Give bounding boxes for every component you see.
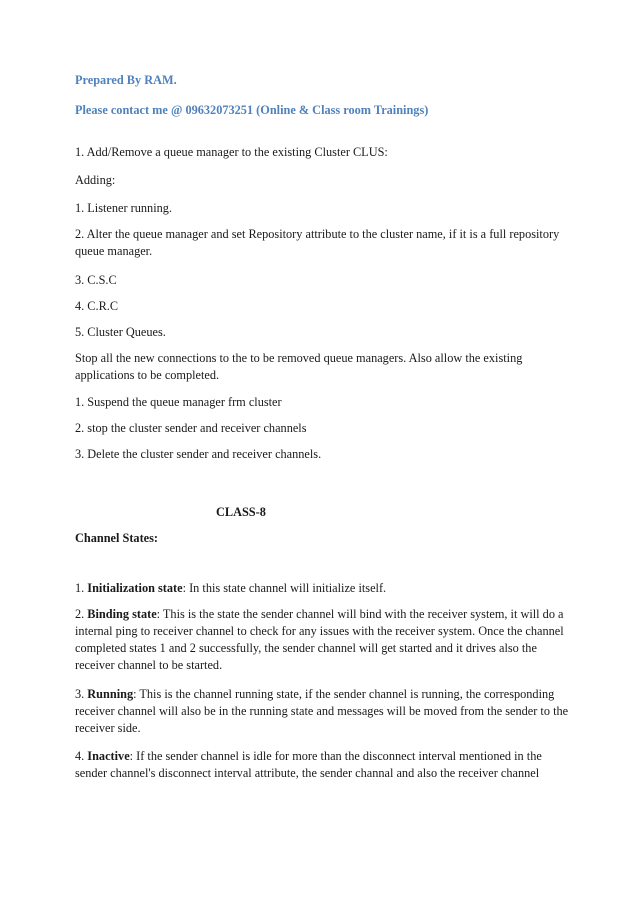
adding-step: 3. C.S.C: [75, 273, 117, 287]
state-description: : This is the channel running state, if the sender channel is running, the corresponding receiver channel will also be in the running state and messages will be moved from the sender to the receiver side.: [75, 687, 569, 735]
channel-state-item: [75, 686, 570, 737]
state-term: Initialization state: [87, 581, 183, 595]
state-description: : This is the state the sender channel will bind with the receiver system, it will do a internal ping to receiver channel to check for any issues with the receiver system. Once the channel completed states 1 and 2 successfully, the sender channel will get started and it drives also the receiver channel to be started.: [75, 607, 564, 672]
channel-state-item: [75, 606, 570, 674]
channel-states-heading: Channel States:: [75, 531, 159, 545]
contact-line: Please contact me @ 09632073251 (Online & Class room Trainings): [75, 103, 429, 117]
state-term: Binding state: [87, 607, 157, 621]
adding-step: 1. Listener running.: [75, 201, 172, 215]
channel-state-item: [75, 580, 570, 597]
state-number: 2.: [75, 607, 88, 621]
removing-intro: Stop all the new connections to the to be removed queue managers. Also allow the existing applications to be completed.: [75, 351, 523, 382]
state-number: 4.: [75, 749, 88, 763]
adding-step: 2. Alter the queue manager and set Repository attribute to the cluster name, if it is a full repository queue manager.: [75, 227, 560, 258]
adding-label: Adding:: [75, 173, 116, 187]
channel-state-item: [75, 748, 570, 782]
removing-step: 1. Suspend the queue manager frm cluster: [75, 395, 282, 409]
class-heading: CLASS-8: [216, 505, 266, 519]
state-number: 3.: [75, 687, 88, 701]
state-term: Inactive: [87, 749, 130, 763]
state-description: : If the sender channel is idle for more than the disconnect interval mentioned in the sender channel's disconnect interval attribute, the sender channal and also the receiver channel: [75, 749, 542, 780]
removing-step: 2. stop the cluster sender and receiver channels: [75, 421, 307, 435]
prepared-by: Prepared By RAM.: [75, 73, 177, 87]
state-term: Running: [87, 687, 134, 701]
section-title: 1. Add/Remove a queue manager to the existing Cluster CLUS:: [75, 145, 388, 159]
adding-step: 4. C.R.C: [75, 299, 119, 313]
adding-step: 5. Cluster Queues.: [75, 325, 166, 339]
removing-step: 3. Delete the cluster sender and receiver channels.: [75, 447, 322, 461]
state-description: : In this state channel will initialize itself.: [182, 581, 387, 595]
state-number: 1.: [75, 581, 88, 595]
